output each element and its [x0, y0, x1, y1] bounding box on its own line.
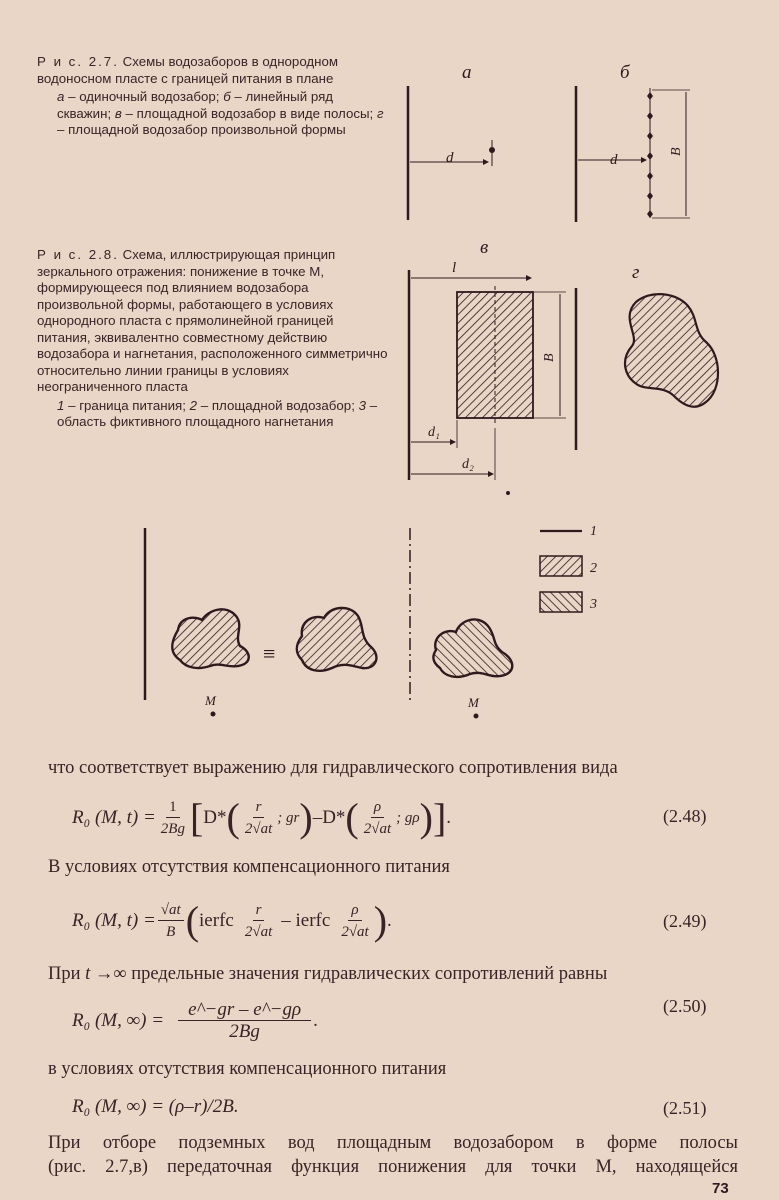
- eq249-ierfc1: ierfc: [199, 910, 234, 931]
- eq-number-2-48: (2.48): [663, 806, 707, 826]
- label-d1: d₁: [428, 425, 440, 440]
- label-M-left: М: [205, 693, 216, 708]
- key-2: 2: [590, 561, 597, 576]
- fig27-legend-g-text: – площадной водозабор произвольной формы: [57, 122, 346, 137]
- fig27-legend-a: а: [57, 89, 65, 104]
- label-b: б: [620, 62, 630, 83]
- p3-t: t: [85, 964, 91, 984]
- label-d-a: d: [446, 150, 454, 166]
- equation-2-48: R₀ (M, t) = $\frac{1}{2Bg}$ [ D* ( $\frac{r}{2√at}$ ; gr ) – D* ( $\frac{\rho}{2√at}$ ; gρ ) ] .: [72, 795, 452, 840]
- eq249-lhs: R₀ (M, t) =: [72, 910, 156, 931]
- eq-number-2-49: (2.49): [663, 911, 707, 931]
- well-point: [489, 147, 495, 153]
- key-1: 1: [590, 524, 597, 539]
- label-d-b: d: [610, 152, 618, 168]
- diagram-b: [576, 62, 690, 222]
- label-g: г: [632, 262, 640, 283]
- fig27-prefix: Р и с. 2.7.: [37, 54, 119, 69]
- label-v: в: [480, 237, 489, 258]
- label-M-right: М: [468, 695, 479, 710]
- paragraph-5-line-1: При отборе подземных вод площадным водозабором в форме полосы: [48, 1133, 738, 1153]
- eq248-rho: ρ: [371, 797, 384, 818]
- eq249-ierfc2: – ierfc: [281, 910, 331, 931]
- label-B-b: В: [669, 147, 684, 156]
- diagram-mirror: [145, 524, 597, 719]
- diagram-v: [409, 237, 576, 495]
- intake-shape-left: [172, 609, 249, 668]
- eq248-den2: 2√at: [363, 820, 392, 837]
- label-a: а: [462, 62, 472, 83]
- key-3: 3: [590, 597, 597, 612]
- fig28-legend-3-text: – область фиктивного площадного нагнетания: [57, 397, 378, 429]
- eq248-r: r: [253, 797, 265, 818]
- fig27-legend-b: б: [223, 89, 231, 104]
- fig27-legend-v: в: [114, 105, 122, 121]
- paragraph-3: [48, 963, 738, 985]
- fig28-legend-1: 1: [57, 397, 65, 413]
- paragraph-2: В условиях отсутствия компенсационного питания: [48, 857, 450, 877]
- eq248-D2: D*: [322, 807, 346, 828]
- eq248-den1: 2√at: [244, 820, 273, 837]
- key-swatch-2: [540, 556, 582, 576]
- equation-2-50: R₀ (M, ∞) = $\frac{e\^{}-gr - e\^{}-g\rho}{2Bg}$ .: [72, 998, 318, 1042]
- eq249-den1: 2√at: [244, 923, 273, 940]
- eq250-numer: e^−gr – e^−gρ: [178, 1000, 311, 1021]
- diagram-a: [408, 62, 495, 220]
- fig28-legend-2: 2: [189, 397, 198, 413]
- eq-number-2-51: (2.51): [663, 1098, 707, 1118]
- eq249-coef-den: B: [166, 923, 176, 940]
- eq248-lhs: R₀ (M, t) =: [72, 807, 156, 828]
- label-B-v: В: [542, 353, 557, 362]
- diagram-g: [625, 262, 718, 407]
- eq-number-2-50: (2.50): [663, 996, 707, 1016]
- fig27-legend-b-text: – линейный ряд скважин;: [57, 89, 334, 121]
- p3-post: →∞ предельные значения гидравлических сопротивлений равны: [90, 964, 608, 984]
- equation-2-49: R₀ (M, t) = $\frac{√at}{B}$ ( ierfc $\frac{r}{2√at}$ – ierfc $\frac{\rho}{2√at}$ ) .: [72, 898, 392, 943]
- eq249-coef-num: √at: [158, 900, 184, 921]
- p3-pre: При: [48, 964, 86, 984]
- arbitrary-intake: [625, 294, 718, 407]
- equiv-sign: ≡: [263, 641, 276, 666]
- eq248-gr: ; gr: [277, 809, 300, 826]
- paragraph-1: что соответствует выражению для гидравлического сопротивления вида: [48, 758, 618, 778]
- paragraph-4: в условиях отсутствия компенсационного питания: [48, 1059, 447, 1079]
- label-l: l: [452, 260, 457, 276]
- eq249-r: r: [253, 900, 265, 921]
- key-swatch-3: [540, 592, 582, 612]
- fig28-legend-2-text: – площадной водозабор;: [197, 397, 359, 413]
- eq250-lhs: R₀ (M, ∞) =: [72, 1010, 165, 1031]
- fig27-title: Схемы водозаборов в однородном водоносном пласте с границей питания в плане: [37, 54, 339, 86]
- equation-2-51: R₀ (M, ∞) = (ρ–r)/2B.: [72, 1096, 239, 1117]
- eq248-D1: D*: [203, 807, 227, 828]
- intake-shape-right: [433, 619, 512, 676]
- eq249-den2: 2√at: [341, 923, 369, 940]
- eq250-den: 2Bg: [229, 1020, 260, 1042]
- eq248-coef-den: 2Bg: [160, 820, 185, 837]
- eq248-grho: ; gρ: [396, 809, 420, 826]
- eq248-minus: –: [312, 807, 323, 828]
- fig27-legend-v-text: – площадной водозабор в виде полосы;: [121, 105, 377, 121]
- fig27-legend-a-text: – одиночный водозабор;: [64, 89, 224, 104]
- fig28-legend-1-text: – граница питания;: [64, 397, 190, 413]
- fig28-title: Схема, иллюстрирующая принцип зеркального отражения: понижение в точке М, формирующееся под влиянием водозабора произвольной формы, работающего в условиях однородного пласта с прямолинейной границей питания, эквивалентно совместному действию водозабора и нагнетания, расположенного симметрично относительно линии границы в условиях неограниченного пласта: [37, 247, 388, 394]
- label-d2: d₂: [462, 457, 474, 472]
- eq248-coef-num: 1: [166, 797, 180, 818]
- fig28-legend-3: 3: [358, 397, 367, 413]
- eq249-rho: ρ: [348, 900, 361, 921]
- fig28-prefix: Р и с. 2.8.: [37, 247, 119, 262]
- page-number: 73: [712, 1180, 729, 1197]
- intake-shape-middle: [297, 608, 377, 671]
- fig27-legend-g: г: [376, 105, 384, 121]
- paragraph-5-line-2: (рис. 2.7,в) передаточная функция понижения для точки М, находящейся: [48, 1157, 738, 1177]
